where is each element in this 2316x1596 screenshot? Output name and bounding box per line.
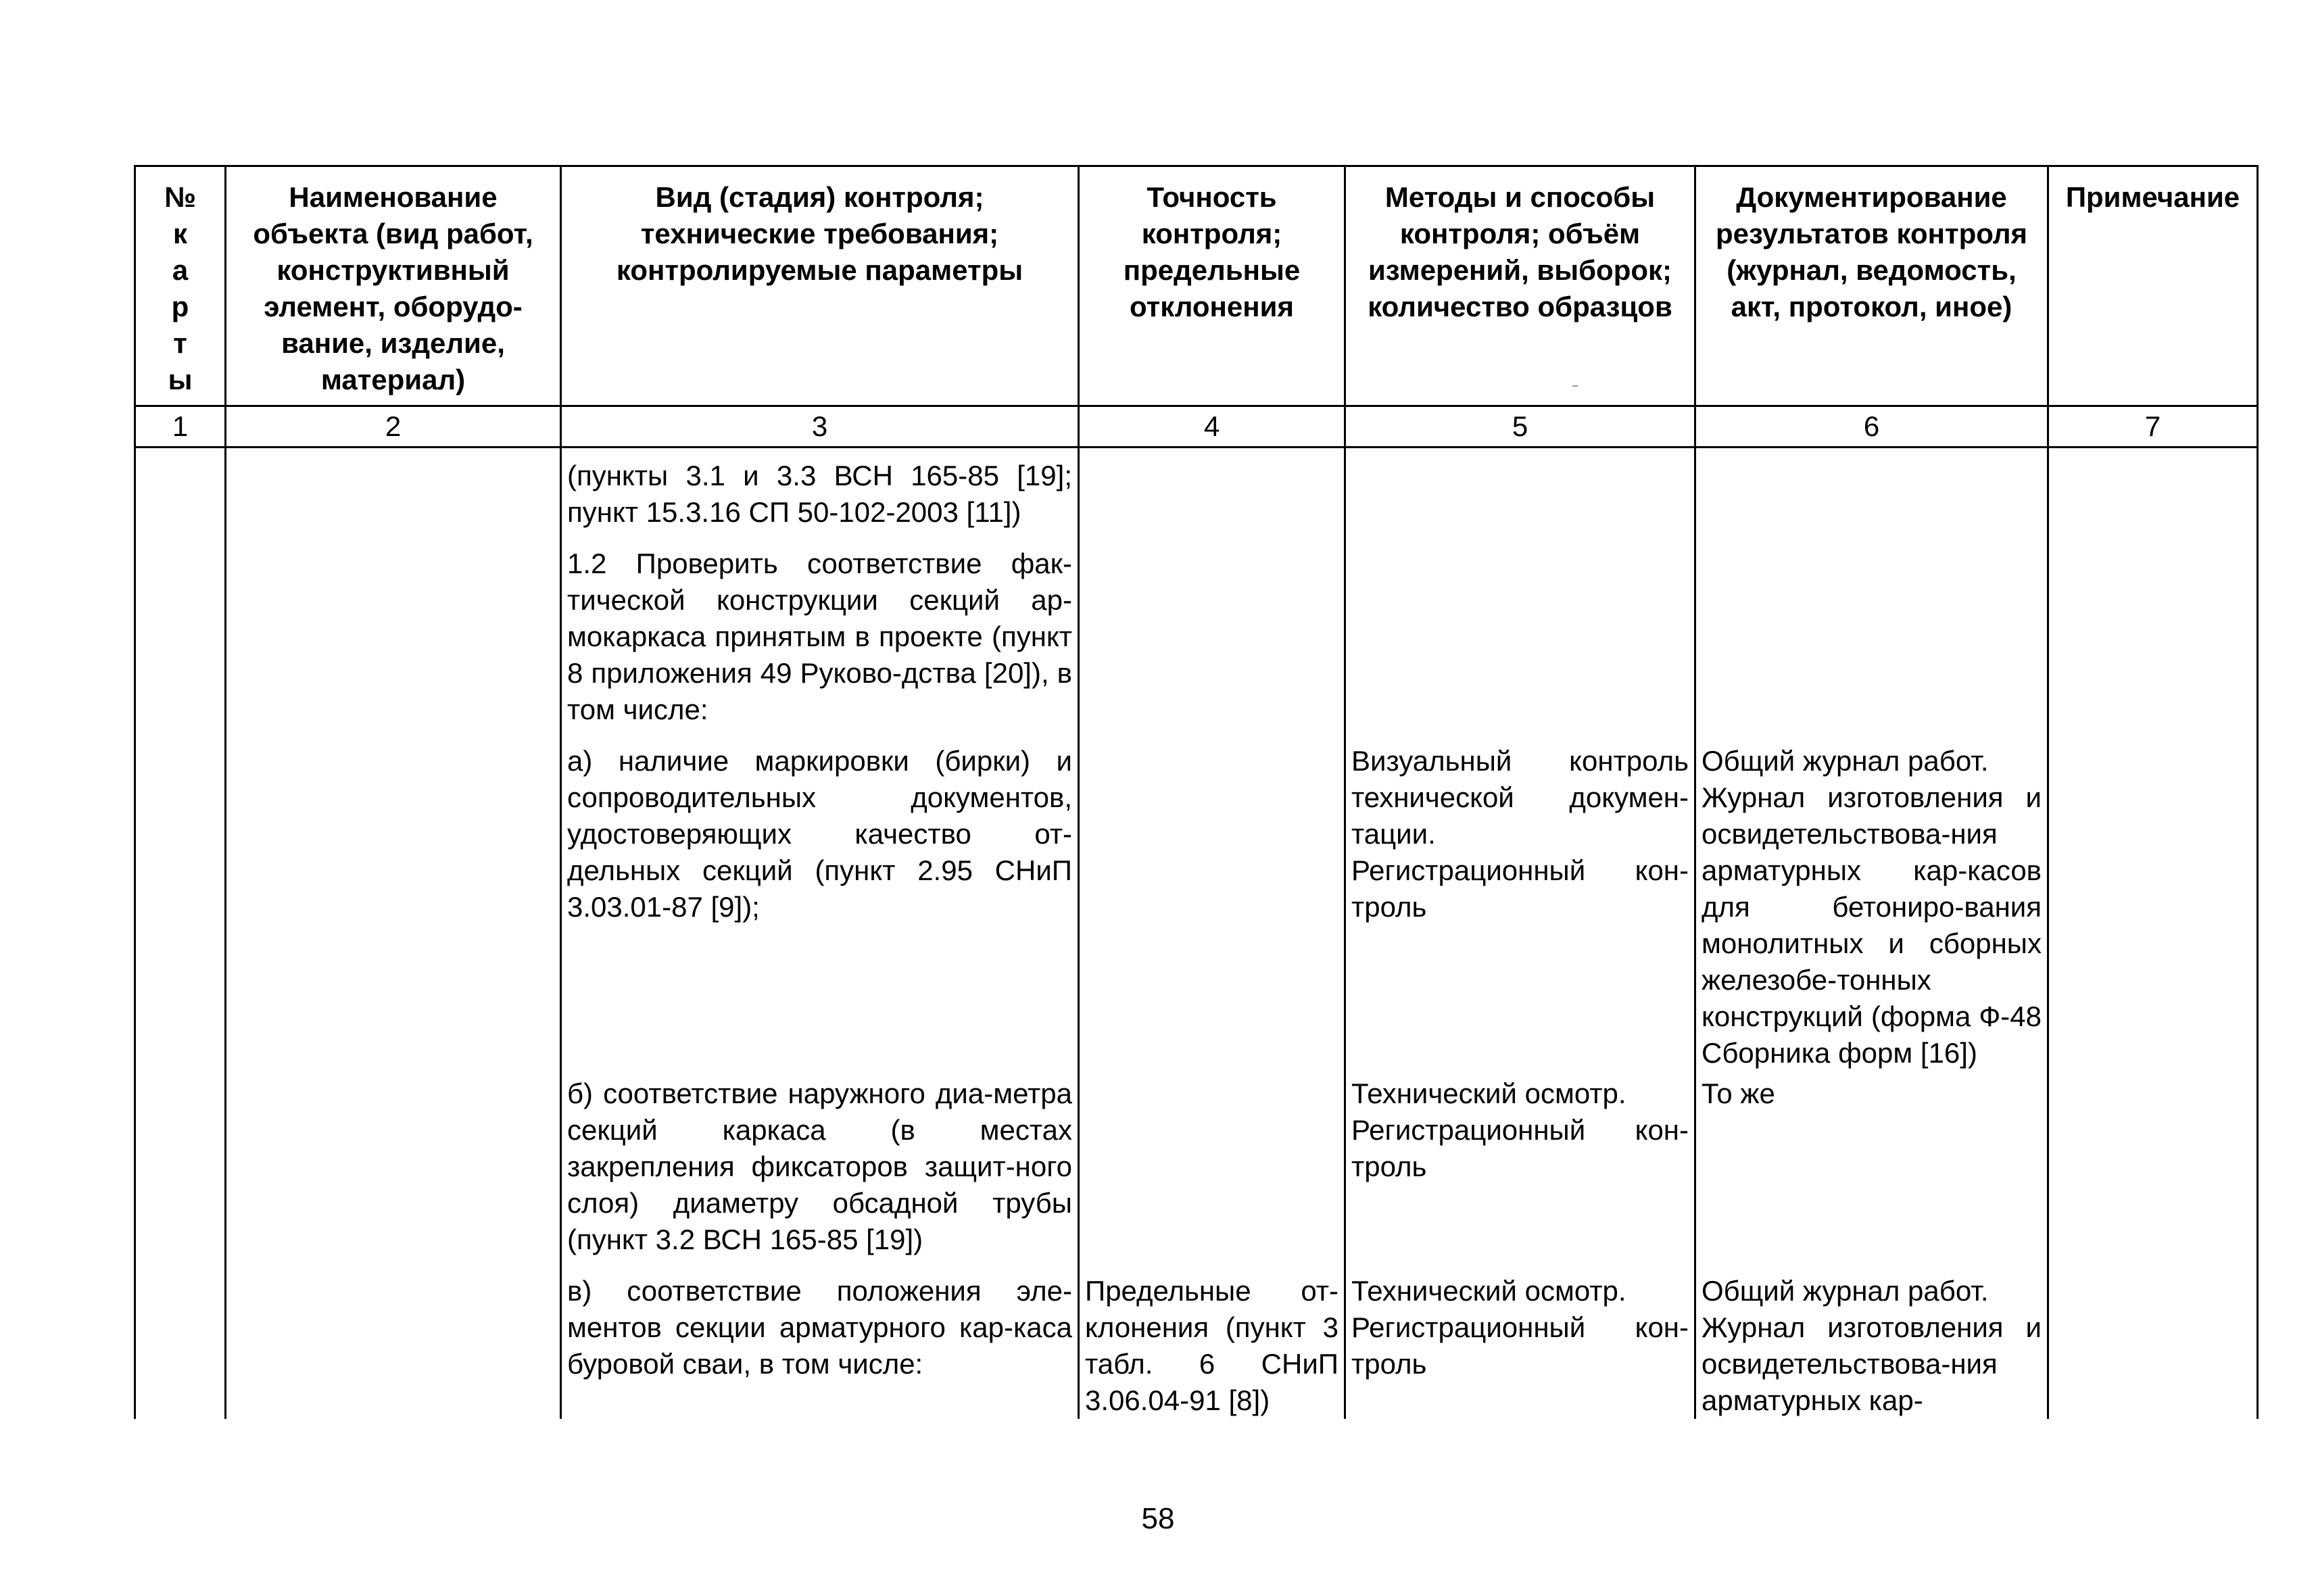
header-object-name: Наименование объекта (вид работ, конструктивный элемент, оборудо-вание, изделие, материал) — [226, 166, 561, 406]
column-number: 3 — [561, 406, 1079, 448]
cell-empty — [2048, 728, 2258, 1071]
cell-empty — [2048, 531, 2258, 728]
row3-methods-line2: Регистрационный кон-троль — [1351, 854, 1689, 923]
cell-empty — [1079, 531, 1345, 728]
row4-requirement: б) соответствие наружного диа-метра секций каркаса (в местах закрепления фиксаторов защит-ного слоя) диаметру обсадной трубы (пункт 3.2 ВСН 165-85 [19]) — [561, 1071, 1079, 1258]
column-number: 6 — [1695, 406, 2048, 448]
row5-methods-line2: Регистрационный кон-троль — [1351, 1311, 1689, 1380]
row5-documentation — [1695, 1258, 2048, 1419]
row3-requirement: а) наличие маркировки (бирки) и сопроводительных документов, удостоверяющих качество от-дельных секций (пункт 2.95 СНиП 3.03.01-87 [9]); — [561, 728, 1079, 1071]
row4-doc-line1: То же — [1702, 1078, 1775, 1109]
header-letter: ы — [168, 364, 193, 395]
cell-empty — [1079, 448, 1345, 531]
table-row — [135, 531, 2258, 728]
cell-empty — [135, 448, 226, 531]
row3-doc-line1: Общий журнал работ. — [1702, 745, 1989, 777]
scan-artifact — [1572, 385, 1578, 387]
row5-accuracy: Предельные от-клонения (пункт 3 табл. 6 СНиП 3.06.04-91 [8]) — [1079, 1258, 1345, 1419]
page-number: 58 — [1141, 1502, 1175, 1535]
row1-requirement: (пункты 3.1 и 3.3 ВСН 165-85 [19]; пункт 15.3.16 СП 50-102-2003 [11]) — [561, 448, 1079, 531]
cell-empty — [1079, 728, 1345, 1071]
row4-methods-line1: Технический осмотр. — [1351, 1078, 1626, 1109]
table-row — [135, 1258, 2258, 1419]
cell-empty — [226, 531, 561, 728]
cell-empty — [226, 728, 561, 1071]
cell-empty — [2048, 1258, 2258, 1419]
column-number: 7 — [2048, 406, 2258, 448]
row4-methods — [1345, 1071, 1695, 1258]
cell-empty — [1695, 531, 2048, 728]
quality-control-table — [134, 165, 2259, 1419]
cell-empty — [226, 448, 561, 531]
column-number: 5 — [1345, 406, 1695, 448]
cell-empty — [135, 728, 226, 1071]
cell-empty — [135, 1071, 226, 1258]
table-row — [135, 728, 2258, 1071]
header-letter: № — [164, 181, 196, 213]
row5-methods — [1345, 1258, 1695, 1419]
row3-doc-line2: Журнал изготовления и освидетельствова-ния арматурных кар-касов для бетониро-вания монолитных и сборных железобе-тонных конструкций (форма Ф-48 Сборника форм [16]) — [1702, 781, 2042, 1069]
row3-methods-line1: Визуальный контроль технической докумен-тации. — [1351, 745, 1689, 850]
column-number: 4 — [1079, 406, 1345, 448]
row4-methods-line2: Регистрационный кон-троль — [1351, 1114, 1689, 1182]
header-letter: а — [172, 254, 189, 286]
row5-doc-line1: Общий журнал работ. — [1702, 1275, 1989, 1307]
cell-empty — [226, 1258, 561, 1419]
cell-empty — [1079, 1071, 1345, 1258]
table-header-row — [135, 166, 2258, 406]
row3-documentation — [1695, 728, 2048, 1071]
header-letter: к — [172, 218, 188, 249]
column-number: 2 — [226, 406, 561, 448]
cell-empty — [1695, 448, 2048, 531]
column-number-row — [135, 406, 2258, 448]
header-letter: р — [171, 291, 189, 322]
cell-empty — [1345, 531, 1695, 728]
table-row — [135, 448, 2258, 531]
cell-empty — [2048, 1071, 2258, 1258]
header-accuracy: Точность контроля; предельные отклонения — [1079, 166, 1345, 406]
table-row — [135, 1071, 2258, 1258]
row2-requirement: 1.2 Проверить соответствие фак-тической конструкции секций ар-мокаркаса принятым в проекте (пункт 8 приложения 49 Руково-дства [20]), в том числе: — [561, 531, 1079, 728]
header-documentation: Документирование результатов контроля (журнал, ведомость, акт, протокол, иное) — [1695, 166, 2048, 406]
row5-methods-line1: Технический осмотр. — [1351, 1275, 1626, 1307]
header-control-type: Вид (стадия) контроля; технические требования; контролируемые параметры — [561, 166, 1079, 406]
row5-doc-line2: Журнал изготовления и освидетельствова-ния арматурных кар- — [1702, 1311, 2042, 1416]
header-methods: Методы и способы контроля; объём измерений, выборок; количество образцов — [1345, 166, 1695, 406]
column-number: 1 — [135, 406, 226, 448]
header-card-number — [135, 166, 226, 406]
header-note: Примечание — [2048, 166, 2258, 406]
row3-methods — [1345, 728, 1695, 1071]
row4-documentation — [1695, 1071, 2048, 1258]
cell-empty — [135, 1258, 226, 1419]
header-letter: т — [173, 327, 187, 359]
cell-empty — [1345, 448, 1695, 531]
cell-empty — [2048, 448, 2258, 531]
row5-requirement: в) соответствие положения эле-ментов секции арматурного кар-каса буровой сваи, в том числе: — [561, 1258, 1079, 1419]
cell-empty — [226, 1071, 561, 1258]
cell-empty — [135, 531, 226, 728]
